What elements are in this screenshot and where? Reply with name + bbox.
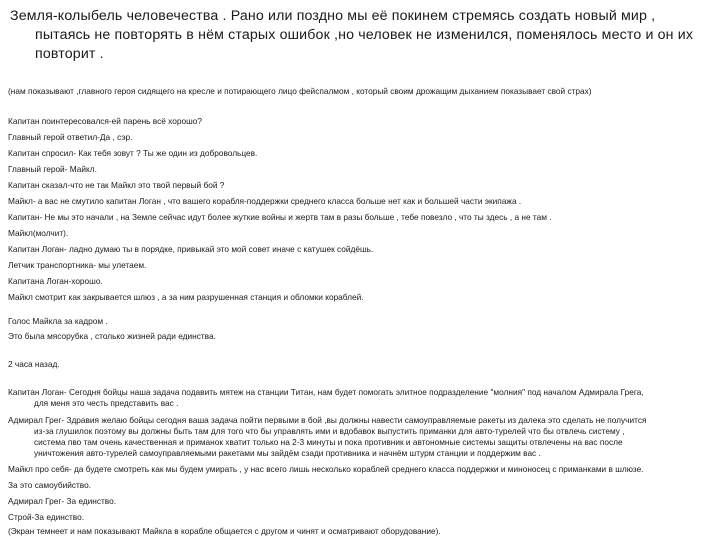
- dialog-line: Майкл- а вас не смутило капитан Логан , что вашего корабля-поддержки среднего класса больше нет как и большей части экипажа .: [8, 196, 522, 206]
- intro-line-1: Земля-колыбель человечества . Рано или поздно мы её покинем стремясь создать новый мир ,: [10, 8, 656, 24]
- briefing-line: Капитан Логан- Сегодня бойцы наша задача подавить мятеж на станции Титан, нам будет помогать элитное подразделение "молния" под началом Адмирала Грега,: [8, 387, 644, 397]
- dialog-line: За это самоубийство.: [8, 480, 92, 490]
- briefing-line: Адмирал Грег- Здравия желаю бойцы сегодня ваша задача пойти первыми в бой ,вы должны навести самоуправляемые ракеты из далека это сделать не получится: [8, 415, 647, 425]
- dialog-line: Капитан сказал-что не так Майкл это твой первый бой ?: [8, 180, 225, 190]
- intro-header: [10, 7, 700, 64]
- time-note: 2 часа назад.: [8, 359, 60, 369]
- dialog-line: Майкл(молчит).: [8, 228, 69, 238]
- briefing-line-continued: для меня это честь представить вас .: [34, 398, 179, 408]
- dialog-line: Капитан спросил- Как тебя зовут ? Ты же один из добровольцев.: [8, 148, 258, 158]
- dialog-line: Капитан- Не мы это начали , на Земле сейчас идут более жуткие войны и жертв там в разы больше , тебе повезло , что ты здесь , а не там .: [8, 212, 552, 222]
- dialog-line: Капитан Логан- ладно думаю ты в порядке, привыкай это мой совет иначе с катушек сойдёшь.: [8, 244, 374, 254]
- dialog-line: Капитан поинтересовался-ей парень всё хорошо?: [8, 116, 202, 126]
- intro-line-2: пытаясь не повторять в нём старых ошибок ,но человек не изменился, поменялось место и он их: [35, 27, 694, 43]
- briefing-line-continued: из-за глушилок поэтому вы должны быть там для того что бы управлять ими и вдобавок выпустить приманки для авто-турелей что бы отвлечь систему ,: [34, 426, 625, 436]
- dialog-line: Майкл про себя- да будете смотреть как мы будем умирать , у нас всего лишь несколько кораблей среднего класса поддержки и миноносец с приманками в шлюзе.: [8, 464, 644, 474]
- dialog-line: Главный герой ответил-Да , сэр.: [8, 132, 133, 142]
- briefing-line-continued: уничтожения авто-турелей самоуправляемыми ракетами мы зайдём сзади противника и начнём штурм станции и поддержим вас .: [34, 448, 541, 458]
- intro-line-3: повторит .: [35, 46, 104, 62]
- stage-direction-1: (нам показывают ,главного героя сидящего на кресле и потирающего лицо фейспалмом , который своим дрожащим дыханием показывает свой страх): [8, 86, 592, 96]
- dialog-line: Летчик транспортника- мы улетаем.: [8, 260, 147, 270]
- stage-direction-2: (Экран темнеет и нам показывают Майкла в корабле общается с другом и чинят и осматривают оборудование).: [8, 526, 441, 536]
- dialog-line: Майкл смотрит как закрывается шлюз , а за ним разрушенная станция и обломки кораблей.: [8, 292, 364, 302]
- dialog-line: Адмирал Грег- За единство.: [8, 496, 117, 506]
- dialog-line: Главный герой- Майкл.: [8, 164, 97, 174]
- dialog-line: Капитана Логан-хорошо.: [8, 276, 103, 286]
- voiceover-line: Это была мясорубка , столько жизней ради единства.: [8, 331, 216, 341]
- briefing-line-continued: система пво там очень качественная и приманок хватит только на 2-3 минуты и пока противник и автономные системы защиты отвлечены на вас после: [34, 437, 623, 447]
- voiceover-line: Голос Майкла за кадром .: [8, 316, 108, 326]
- dialog-line: Строй-За единство.: [8, 512, 85, 522]
